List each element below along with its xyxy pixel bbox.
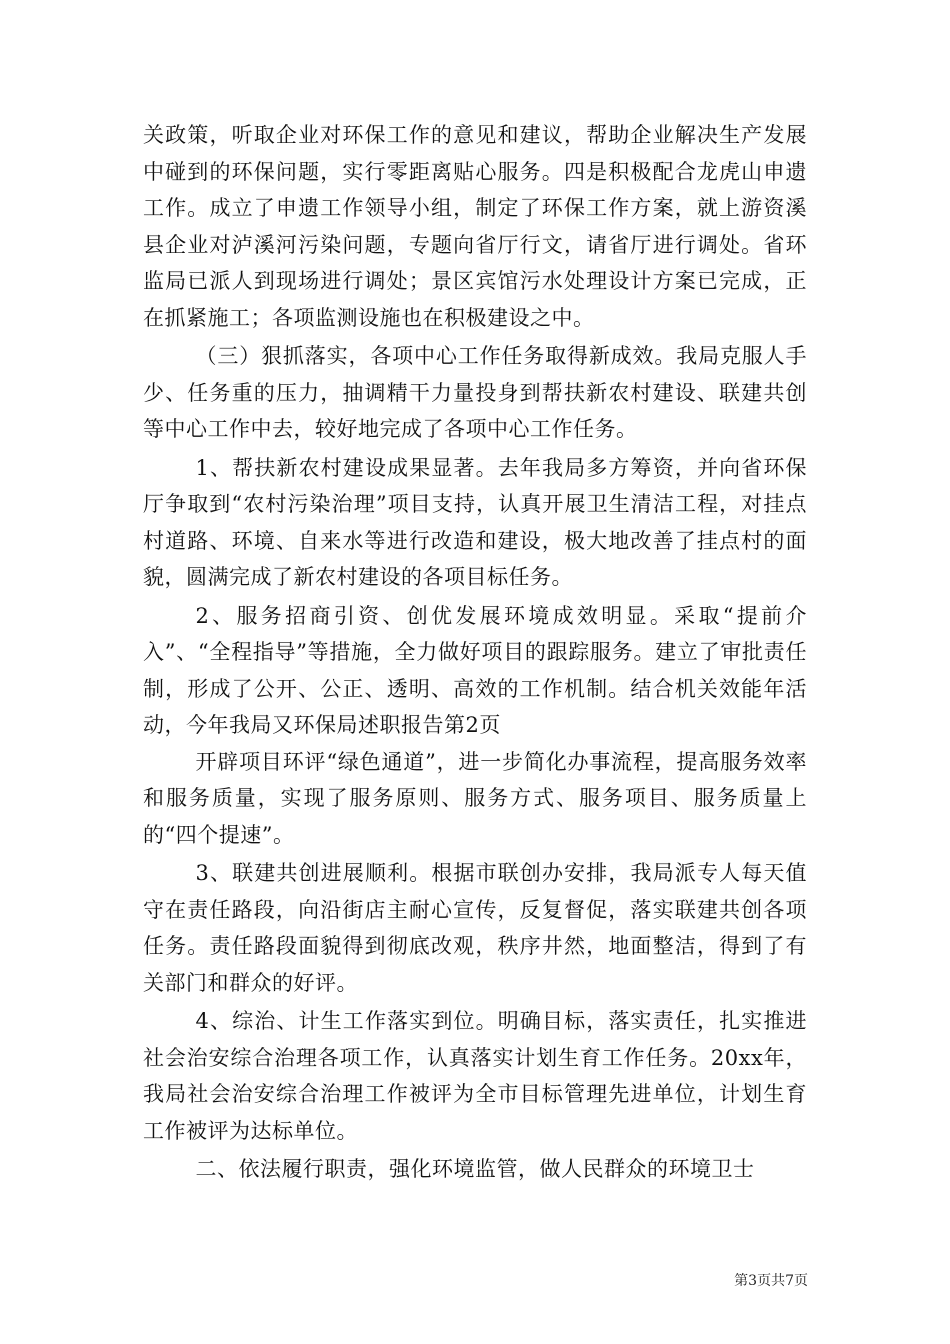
paragraph-3: 1、帮扶新农村建设成果显著。去年我局多方筹资，并向省环保厅争取到“农村污染治理”项目支持，认真开展卫生清洁工程，对挂点村道路、环境、自来水等进行改造和建设，极大地改善了挂点村的面貌，圆满完成了新农村建设的各项目标任务。 xyxy=(143,455,807,589)
paragraph-5: 开辟项目环评“绿色通道”，进一步简化办事流程，提高服务效率和服务质量，实现了服务原则、服务方式、服务项目、服务质量上的“四个提速”。 xyxy=(143,749,807,847)
page-number-footer: 第3页共7页 xyxy=(734,1273,808,1289)
paragraph-4: 2、服务招商引资、创优发展环境成效明显。采取“提前介入”、“全程指导”等措施，全力做好项目的跟踪服务。建立了审批责任制，形成了公开、公正、透明、高效的工作机制。结合机关效能年活动，今年我局又环保局述职报告第2页 xyxy=(143,603,807,737)
document-body xyxy=(143,117,807,1188)
paragraph-6: 3、联建共创进展顺利。根据市联创办安排，我局派专人每天值守在责任路段，向沿街店主耐心宣传，反复督促，落实联建共创各项任务。责任路段面貌得到彻底改观，秩序井然，地面整洁，得到了有关部门和群众的好评。 xyxy=(143,861,807,995)
section-heading: 二、依法履行职责，强化环境监管，做人民群众的环境卫士 xyxy=(195,1157,755,1181)
paragraph-2: （三）狠抓落实，各项中心工作任务取得新成效。我局克服人手少、任务重的压力，抽调精干力量投身到帮扶新农村建设、联建共创等中心工作中去，较好地完成了各项中心工作任务。 xyxy=(143,344,807,441)
paragraph-1: 关政策，听取企业对环保工作的意见和建议，帮助企业解决生产发展中碰到的环保问题，实行零距离贴心服务。四是积极配合龙虎山申遗工作。成立了申遗工作领导小组，制定了环保工作方案，就上游资溪县企业对泸溪河污染问题，专题向省厅行文，请省厅进行调处。省环监局已派人到现场进行调处；景区宾馆污水处理设计方案已完成，正在抓紧施工；各项监测设施也在积极建设之中。 xyxy=(143,123,807,330)
paragraph-7: 4、综治、计生工作落实到位。明确目标，落实责任，扎实推进社会治安综合治理各项工作，认真落实计划生育工作任务。20xx年，我局社会治安综合治理工作被评为全市目标管理先进单位，计划生育工作被评为达标单位。 xyxy=(143,1009,807,1143)
